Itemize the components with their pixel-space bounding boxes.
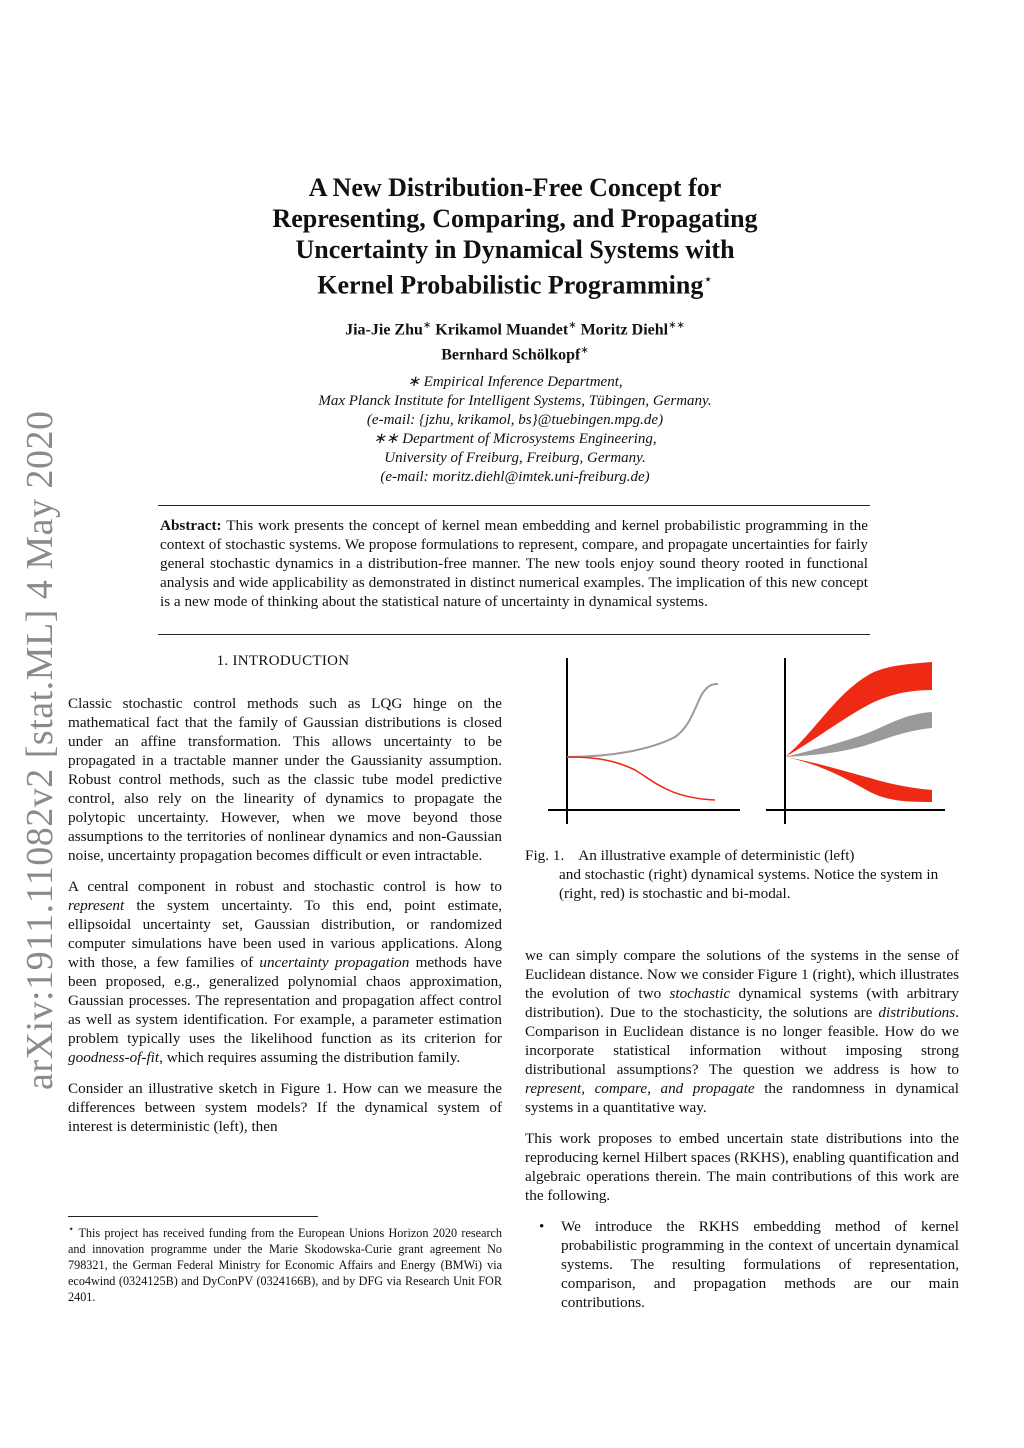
title-line: A New Distribution-Free Concept for xyxy=(308,173,722,202)
abstract-bottom-rule xyxy=(158,634,870,635)
author-list xyxy=(200,315,830,366)
paragraph: Classic stochastic control methods such as LQG hinge on the mathematical fact that the family of Gaussian distributions is closed under an affine transformation. This allows uncertainty to be propagated in a tractable manner under the Gaussianity assumption. Robust control methods, such as the classic tube model predictive control, also rely on the linearity of dynamics to propagate the polytopic uncertainty. However, when we move beyond those assumptions to the territories of nonlinear dynamics and non-Gaussian noise, uncertainty propagation becomes difficult or even intractable. xyxy=(68,695,502,864)
paragraph: This work proposes to embed uncertain state distributions into the reproducing kernel Hilbert spaces (RKHS), enabling quantification and algebraic operations therein. The main contributions of this work are the following. xyxy=(525,1130,959,1204)
affiliation-line: (e-mail: {jzhu, krikamol, bs}@tuebingen.mpg.de) xyxy=(366,412,664,428)
section-number: 1. xyxy=(216,653,229,669)
paragraph: A central component in robust and stochastic control is how to represent the system uncertainty. To this end, point estimate, ellipsoidal uncertainty set, Gaussian distribution, or randomized computer simulations have been used in various applications. Along with those, a few families of uncertainty propagation methods have been proposed, e.g., generalized polynomial chaos approximation, Gaussian processes. The representation and propagation affect control as well as system identification. For example, a parameter estimation problem typically uses the likelihood function as its criterion for goodness-of-fit, which requires assuming the distribution family. xyxy=(68,878,503,1066)
deterministic-gray-curve xyxy=(567,684,718,757)
affiliation-line: ∗ Empirical Inference Department, xyxy=(407,374,623,390)
section-title: INTRODUCTION xyxy=(232,653,350,669)
left-column xyxy=(68,694,502,1148)
footnote-rule xyxy=(68,1216,318,1217)
footnote xyxy=(68,1222,502,1305)
affiliation-line: Max Planck Institute for Intelligent Systems, Tübingen, Germany. xyxy=(318,393,712,409)
contributions-list xyxy=(525,1217,959,1312)
affiliation-line: University of Freiburg, Freiburg, Germany. xyxy=(384,450,646,466)
list-item xyxy=(525,1217,959,1312)
author-name: Moritz Diehl xyxy=(580,321,669,339)
arxiv-side-stamp: arXiv:1911.11082v2 [stat.ML] 4 May 2020 xyxy=(19,410,61,1090)
bullet-icon: • xyxy=(539,1218,545,1235)
abstract-text: This work presents the concept of kernel mean embedding and kernel probabilistic programming in the context of stochastic systems. We propose formulations to represent, compare, and propagate uncertainties for fairly general stochastic dynamics in a distribution-free manner. The new tools enjoy sound theory rooted in functional analysis and wide applicability as demonstrated in distinct numerical examples. The implication of this new concept is a new mode of thinking about the statistical nature of uncertainty in dynamical systems. xyxy=(160,517,868,610)
footnote-text: This project has received funding from the European Unions Horizon 2020 research and innovation programme under the Marie Skodowska-Curie grant agreement No 798321, the German Federal Ministry for Economic Affairs and Energy (BMWi) via eco4wind (0324125B) and DyConPV (0324166B), and by DFG via Research Unit FOR 2401. xyxy=(68,1226,502,1305)
title-line: Representing, Comparing, and Propagating xyxy=(272,204,758,233)
title-line: Uncertainty in Dynamical Systems with xyxy=(295,235,735,264)
list-item-text: We introduce the RKHS embedding method of kernel probabilistic programming in the context of uncertain dynamical systems. The resulting formulations of representation, comparison, and propagation methods are our main contributions. xyxy=(561,1218,959,1311)
author-name: Bernhard Schölkopf xyxy=(441,346,581,364)
paper-title xyxy=(150,172,880,301)
stochastic-red-lower-band xyxy=(785,757,932,802)
paragraph: we can simply compare the solutions of the systems in the sense of Euclidean distance. Now we consider Figure 1 (right), which illustrates the evolution of two stochastic dynamical systems (with arbitrary distribution). Due to the stochasticity, the solutions are distributions. Comparison in Euclidean distance is no longer feasible. How do we incorporate statistical information without imposing strong distributional assumptions? The question we address is how to represent, compare, and propagate the randomness in dynamical systems in a quantitative way. xyxy=(525,947,959,1116)
footnote-mark: ⋆ xyxy=(68,1224,75,1235)
title-line: Kernel Probabilistic Programming⋆ xyxy=(317,270,713,300)
figure-1 xyxy=(540,652,960,832)
caption-body: and stochastic (right) dynamical systems. Notice the system in (right, red) is stochastic and bi-modal. xyxy=(559,866,939,902)
author-mark: ∗ xyxy=(422,320,432,331)
stochastic-gray-band xyxy=(785,712,932,757)
author-mark: ∗∗ xyxy=(668,320,685,331)
deterministic-red-curve xyxy=(567,757,715,800)
right-column xyxy=(525,946,959,1312)
abstract-label: Abstract: xyxy=(160,517,222,534)
affiliations xyxy=(180,373,850,487)
figure-caption xyxy=(525,846,959,903)
author-mark: ∗ xyxy=(580,345,589,357)
abstract xyxy=(160,516,868,611)
affiliation-line: (e-mail: moritz.diehl@imtek.uni-freiburg.de) xyxy=(380,469,650,485)
author-name: Krikamol Muandet xyxy=(435,321,569,339)
author-mark: ∗ xyxy=(568,320,577,331)
affiliation-line: ∗∗ Department of Microsystems Engineering, xyxy=(373,431,657,447)
section-heading xyxy=(68,653,498,670)
title-footnote-mark: ⋆ xyxy=(703,272,713,288)
abstract-top-rule xyxy=(158,505,870,506)
figure-label: Fig. 1. xyxy=(525,847,565,864)
caption-first-line: An illustrative example of deterministic (left) xyxy=(578,847,855,864)
author-name: Jia-Jie Zhu xyxy=(345,321,423,339)
paragraph: Consider an illustrative sketch in Figure 1. How can we measure the differences between system models? If the dynamical system of interest is deterministic (left), then xyxy=(68,1080,502,1135)
